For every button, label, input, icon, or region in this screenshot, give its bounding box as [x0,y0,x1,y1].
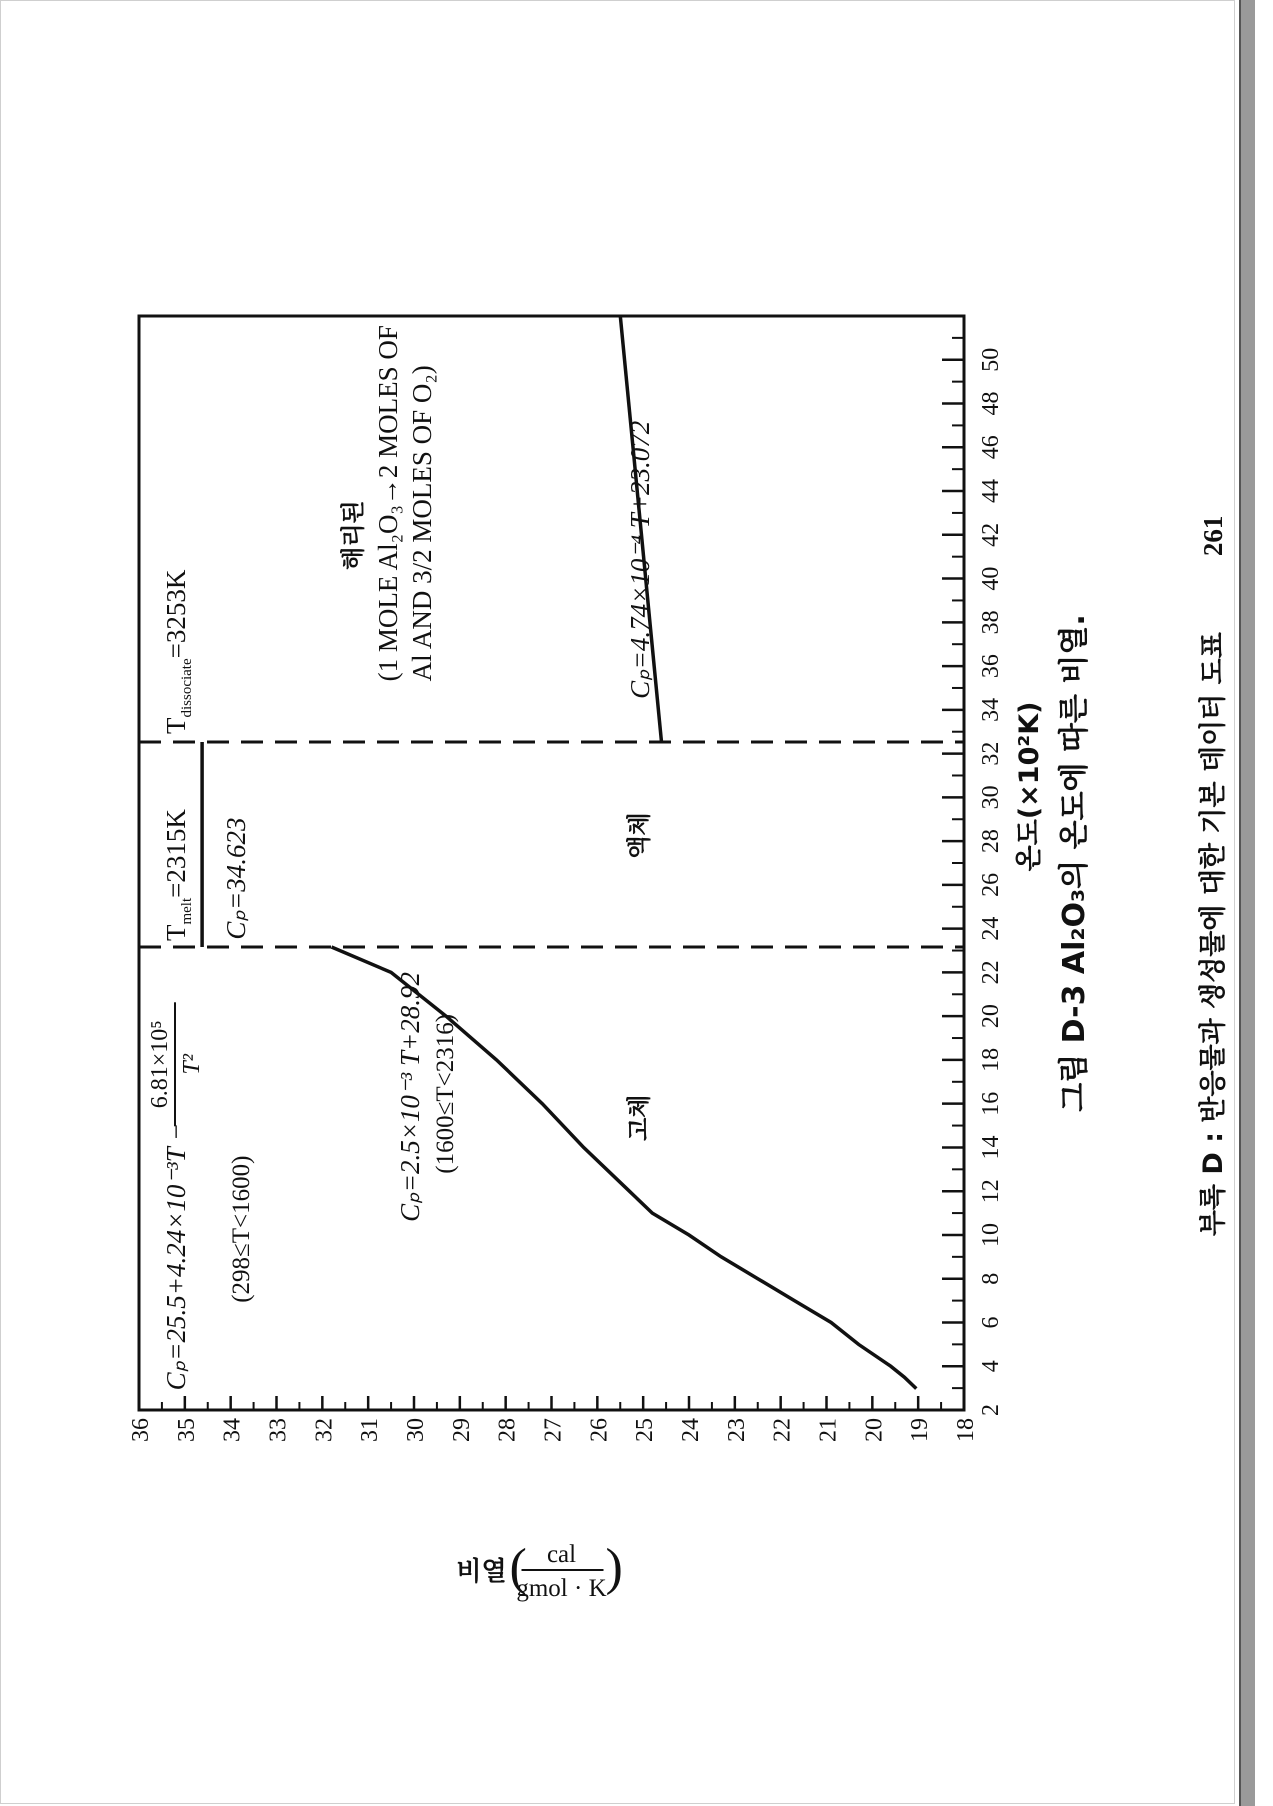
series-layer [202,316,916,1389]
y-tick-label: 35 [173,1418,200,1442]
y-tick-label: 18 [953,1418,979,1442]
x-tick-label: 26 [978,872,1004,897]
y-axis-label-paren-close: ) [605,1539,623,1596]
x-tick-label: 40 [978,566,1004,591]
x-tick-label: 50 [978,347,1004,372]
dissociated-note-2: Al AND 3/2 MOLES OF O₂) [407,365,437,682]
footer-page-number: 261 [1198,515,1228,557]
y-axis-label-paren-open: ( [509,1539,527,1596]
x-tick-label: 6 [978,1316,1004,1329]
x-tick-label: 28 [978,829,1004,854]
dissociated-equation: Cₚ=4.74×10⁻⁴ T+23.072 [625,420,655,699]
solid-range-2: (1600≤T<2316) [432,1013,459,1174]
x-tick-label: 10 [978,1222,1004,1247]
y-tick-label: 31 [357,1418,384,1442]
y-axis-label-numerator: cal [546,1541,577,1568]
x-tick-label: 12 [978,1179,1004,1204]
x-tick-label: 18 [978,1047,1004,1072]
region-liquid-label: 액체 [625,812,653,859]
y-tick-label: 27 [540,1418,567,1442]
x-tick-label: 36 [978,654,1004,679]
y-tick-label: 32 [311,1418,338,1442]
x-tick-label: 22 [978,960,1004,985]
y-tick-label: 20 [861,1418,888,1442]
y-tick-label: 34 [219,1418,246,1442]
x-tick-label: 30 [978,785,1004,810]
y-tick-label: 24 [678,1418,704,1442]
solid-range-1: (298≤T<1600) [228,1155,255,1303]
x-axis-label: 온도(×10²K) [1014,701,1045,872]
x-tick-label: 48 [978,391,1004,416]
melt-temp-label: $T_{melt}=2315K$ [161,809,195,942]
footer-section-title: 부록 D : 반응물과 생성물에 대한 기본 데이터 도표 [1198,632,1229,1237]
y-tick-label: 25 [632,1418,659,1442]
y-axis-label-denominator: gmol · K [516,1575,607,1602]
y-tick-label: 23 [723,1418,750,1442]
plot-layer [139,316,964,1410]
y-tick-label: 21 [815,1418,842,1442]
x-tick-label: 14 [978,1135,1004,1160]
x-tick-label: 32 [978,741,1004,766]
solid-equation-1-numerator: 6.81×10⁵ [147,1020,173,1109]
y-axis-label-main: 비열 [456,1557,507,1587]
dissociate-temp-label: $T_{dissociate}=3253K$ [161,569,195,735]
y-tick-label: 36 [128,1418,154,1442]
y-tick-label: 26 [586,1418,613,1442]
y-tick-label: 30 [403,1418,429,1442]
x-tick-label: 44 [978,479,1004,504]
x-tick-label: 24 [978,916,1004,941]
y-tick-label: 22 [769,1418,796,1442]
plot-frame [139,316,964,1410]
y-tick-label: 33 [265,1418,292,1442]
dissociated-note-1: (1 MOLE Al₂O₃→2 MOLES OF [373,325,403,682]
y-axis-label-group [456,1539,622,1602]
x-tick-label: 42 [978,522,1004,547]
region-dissociated-label: 해리된 [339,500,367,570]
y-tick-label: 19 [907,1418,934,1442]
x-tick-label: 8 [978,1272,1004,1285]
x-tick-label: 2 [978,1404,1004,1416]
x-tick-label: 16 [978,1091,1004,1116]
figure-caption: 그림 D-3 Al₂O₃의 온도에 따른 비열. [1057,614,1092,1112]
x-tick-label: 46 [978,435,1004,460]
x-tick-label: 38 [978,610,1004,635]
solid-equation-2: Cₚ=2.5×10⁻³ T+28.92 [395,971,425,1222]
x-tick-label: 34 [978,697,1004,722]
solid-equation-1-denominator: T² [179,1054,205,1075]
y-tick-label: 28 [494,1418,521,1442]
y-tick-label: 29 [448,1418,475,1442]
footer-group [1197,516,1229,1237]
ticks-layer [128,338,1004,1442]
solid-equation-1: Cₚ=25.5+4.24×10⁻³T − [161,1122,191,1391]
region-solid-label: 고체 [625,1094,653,1141]
liquid-equation: Cₚ=34.623 [221,817,251,940]
x-tick-label: 20 [978,1004,1004,1029]
x-tick-label: 4 [978,1360,1004,1373]
